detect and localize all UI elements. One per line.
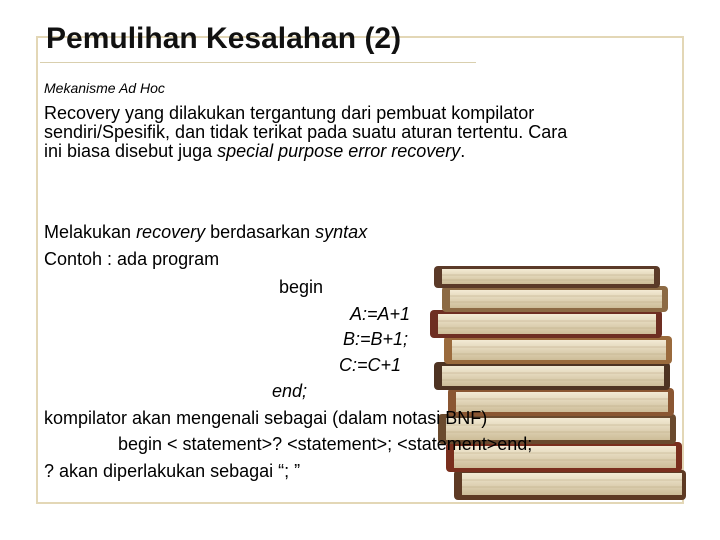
syntax-line: Melakukan recovery berdasarkan syntax — [44, 222, 368, 242]
code-end: end; — [272, 381, 308, 401]
code-begin: begin — [279, 277, 324, 297]
slide-title: Pemulihan Kesalahan (2) — [46, 22, 402, 55]
code-line-b: B:=B+1; — [343, 329, 409, 349]
example-label: Contoh : ada program — [44, 249, 220, 269]
adhoc-line-1: Recovery yang dilakukan tergantung dari pembuat kompilator — [44, 103, 535, 123]
syntax-heading: Syntax Directed Recovery — [44, 198, 206, 214]
adhoc-italic-term: special purpose error recovery — [217, 141, 461, 161]
title-divider — [40, 62, 476, 63]
adhoc-line-2: sendiri/Spesifik, dan tidak terikat pada suatu aturan tertentu. Cara — [44, 122, 568, 142]
bnf-line: kompilator akan mengenali sebagai (dalam notasi BNF) — [44, 408, 488, 428]
code-line-a: A:=A+1 — [350, 304, 411, 324]
final-line: ? akan diperlakukan sebagai “; ” — [44, 461, 301, 481]
book-stack-icon — [424, 258, 694, 504]
bnf-expression: begin < statement>? <statement>; <statement>end; — [118, 434, 533, 454]
adhoc-heading: Mekanisme Ad Hoc — [44, 80, 165, 96]
adhoc-paragraph — [44, 104, 567, 161]
adhoc-line-3: ini biasa disebut juga special purpose error recovery. — [44, 141, 466, 161]
code-line-c: C:=C+1 — [339, 355, 402, 375]
